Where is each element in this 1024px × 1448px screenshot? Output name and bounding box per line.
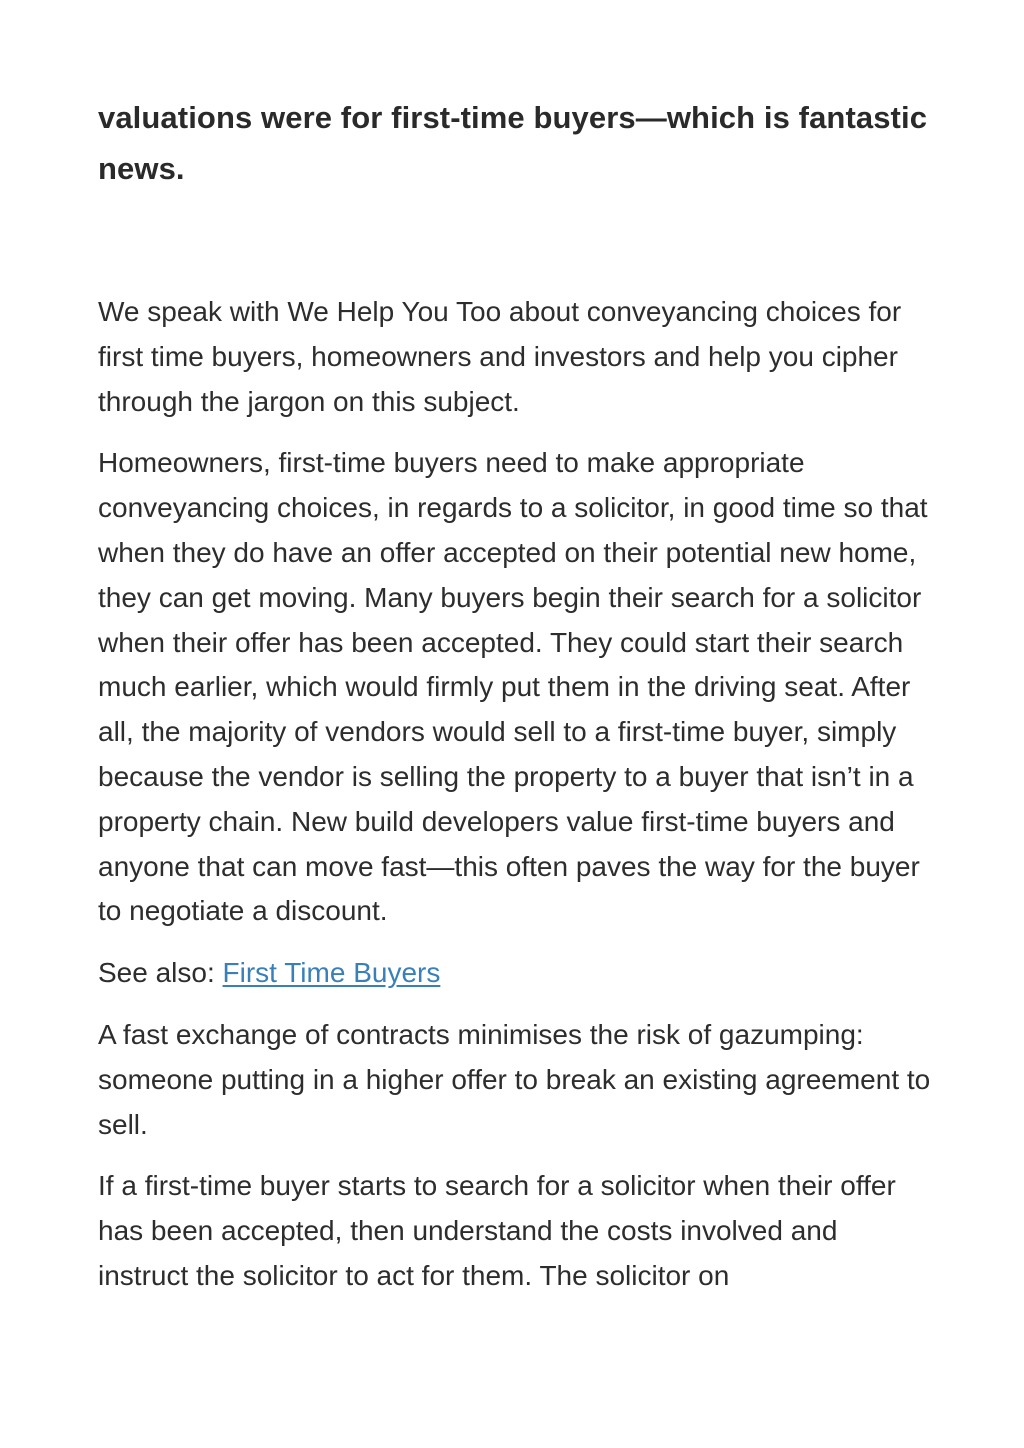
- lead-heading: valuations were for first-time buyers—which is fantastic news.: [98, 100, 928, 186]
- paragraph-solicitor: If a first-time buyer starts to search for a solicitor when their offer has been accepted, then understand the costs involved and instruct the solicitor to act for them. The solicitor on: [98, 1170, 896, 1291]
- paragraph-homeowners: Homeowners, first-time buyers need to make appropriate conveyancing choices, in regards to a solicitor, in good time so that when they do have an offer accepted on their potential new home, they can get moving. Many buyers begin their search for a solicitor when their offer has been accepted. They could start their search much earlier, which would firmly put them in the driving seat. After all, the majority of vendors would sell to a first-time buyer, simply because the vendor is selling the property to a buyer that isn’t in a property chain. New build developers value first-time buyers and anyone that can move fast—this often paves the way for the buyer to negotiate a discount.: [98, 447, 928, 927]
- paragraph-gazumping: A fast exchange of contracts minimises the risk of gazumping: someone putting in a higher offer to break an existing agreement to sell.: [98, 1018, 931, 1140]
- see-also-line: [98, 951, 934, 996]
- article-body: [98, 92, 934, 1316]
- see-also-prefix: See also:: [98, 957, 223, 989]
- first-time-buyers-link[interactable]: First Time Buyers: [222, 957, 441, 989]
- paragraph-intro: We speak with We Help You Too about conveyancing choices for first time buyers, homeowners and investors and help you cipher through the jargon on this subject.: [98, 296, 902, 417]
